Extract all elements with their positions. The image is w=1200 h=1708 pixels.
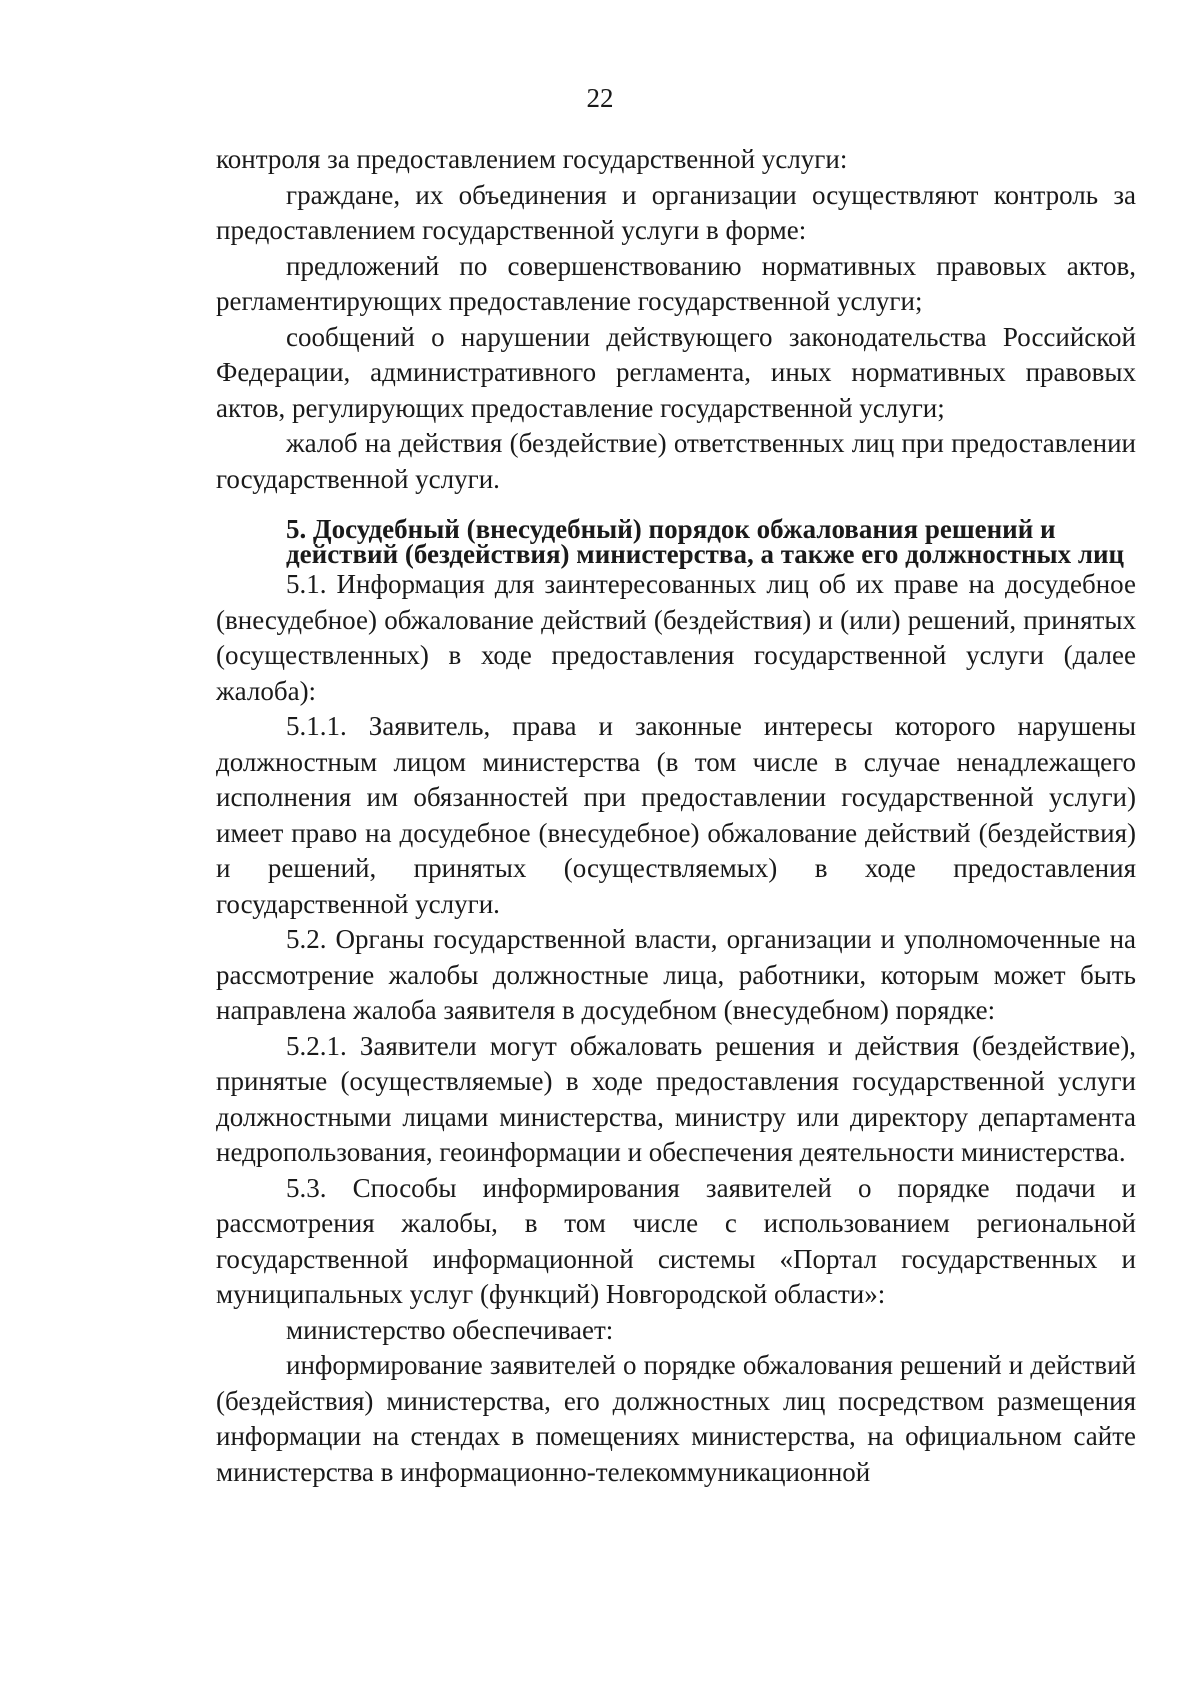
paragraph: предложений по совершенствованию нормативных правовых актов, регламентирующих предоставление государственной услуги; (216, 250, 1136, 316)
page-number: 22 (586, 83, 614, 113)
paragraph: 5.1. Информация для заинтересованных лиц об их праве на досудебное (внесудебное) обжалование действий (бездействия) и (или) решений, принятых (осуществленных) в ходе предоставления государственной услуги (далее жалоба): (216, 569, 1136, 706)
document-body (216, 142, 1136, 1490)
paragraph: контроля за предоставлением государственной услуги: (216, 144, 848, 174)
paragraph: информирование заявителей о порядке обжалования решений и действий (бездействия) министерства, его должностных лиц посредством размещения информации на стендах в помещениях министерства, на официальном сайте министерства в информационно-телекоммуникационной (216, 1350, 1136, 1487)
paragraph: министерство обеспечивает: (286, 1314, 614, 1345)
paragraph: жалоб на действия (бездействие) ответственных лиц при предоставлении государственной услуги. (216, 428, 1136, 494)
section-heading: 5. Досудебный (внесудебный) порядок обжалования решений и действий (бездействия) министерства, а также его должностных лиц (286, 514, 1125, 569)
paragraph: 5.2.1. Заявители могут обжаловать решения и действия (бездействие), принятые (осуществляемые) в ходе предоставления государственной услуги должностными лицами министерства, министру или директору департамента недропользования, геоинформации и обеспечения деятельности министерства. (216, 1030, 1136, 1167)
paragraph: 5.1.1. Заявитель, права и законные интересы которого нарушены должностным лицом министерства (в том числе в случае ненадлежащего исполнения им обязанностей при предоставлении государственной услуги) имеет право на досудебное (внесудебное) обжалование действий (бездействия) и решений, принятых (осуществляемых) в ходе предоставления государственной услуги. (216, 711, 1136, 919)
paragraph: сообщений о нарушении действующего законодательства Российской Федерации, административного регламента, иных нормативных правовых актов, регулирующих предоставление государственной услуги; (216, 321, 1136, 423)
paragraph: 5.3. Способы информирования заявителей о порядке подачи и рассмотрения жалобы, в том числе с использованием региональной государственной информационной системы «Портал государственных и муниципальных услуг (функций) Новгородской области»: (216, 1172, 1136, 1309)
paragraph: 5.2. Органы государственной власти, организации и уполномоченные на рассмотрение жалобы должностные лица, работники, которым может быть направлена жалоба заявителя в досудебном (внесудебном) порядке: (216, 924, 1136, 1025)
paragraph: граждане, их объединения и организации осуществляют контроль за предоставлением государственной услуги в форме: (216, 179, 1136, 245)
